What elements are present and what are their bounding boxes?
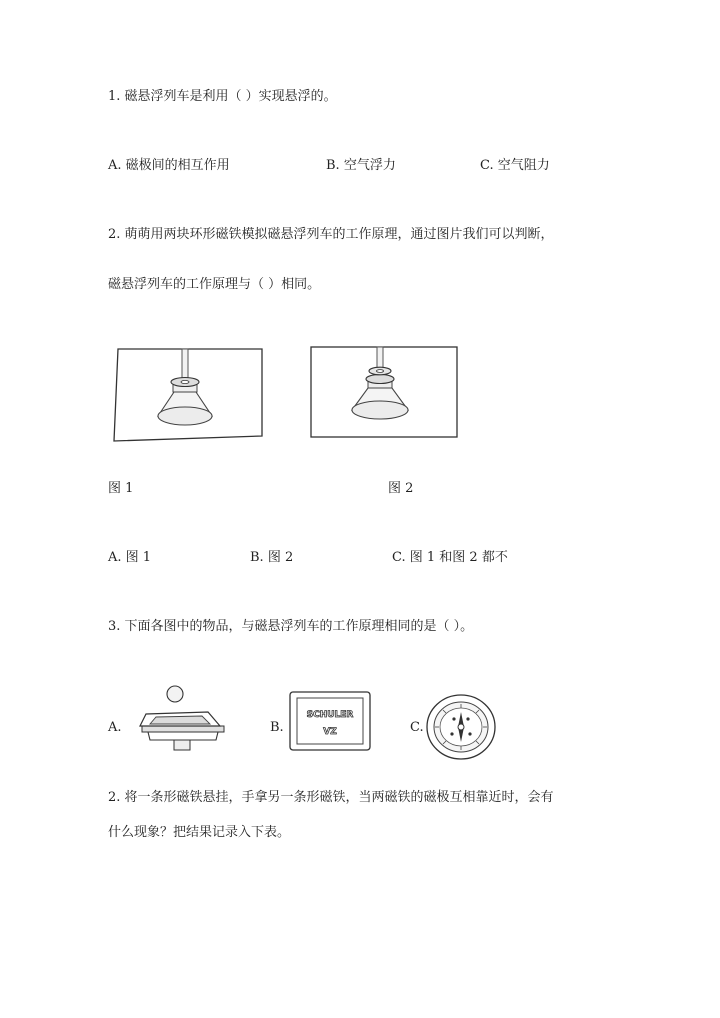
maglev-toy-image bbox=[138, 684, 234, 756]
figure-1-image bbox=[110, 346, 266, 444]
question-4-stem-line-2: 什么现象？把结果记录入下表。 bbox=[108, 825, 291, 840]
sign-text-line-2: VZ bbox=[323, 727, 337, 737]
question-1-option-c: C. 空气阻力 bbox=[480, 158, 550, 173]
question-3-option-b-label: B. bbox=[270, 720, 284, 735]
figure-2-image bbox=[308, 344, 460, 442]
question-2-stem-line-2: 磁悬浮列车的工作原理与（ ）相同。 bbox=[108, 277, 321, 292]
question-3-option-a-label: A. bbox=[108, 720, 122, 735]
question-1-option-a: A. 磁极间的相互作用 bbox=[108, 158, 230, 173]
figure-1-label: 图 1 bbox=[108, 481, 134, 496]
question-2-option-c: C. 图 1 和图 2 都不 bbox=[392, 550, 508, 565]
question-2-option-a: A. 图 1 bbox=[108, 550, 152, 565]
question-3-stem: 3. 下面各图中的物品，与磁悬浮列车的工作原理相同的是（ ）。 bbox=[108, 619, 474, 634]
question-1-option-b: B. 空气浮力 bbox=[326, 158, 396, 173]
question-4-stem-line-1: 2. 将一条形磁铁悬挂，手拿另一条形磁铁，当两磁铁的磁极互相靠近时，会有 bbox=[108, 790, 554, 805]
magnetic-board-image bbox=[288, 690, 372, 754]
compass-image bbox=[424, 692, 498, 762]
question-1-stem: 1. 磁悬浮列车是利用（ ）实现悬浮的。 bbox=[108, 89, 337, 104]
question-2-stem-line-1: 2. 萌萌用两块环形磁铁模拟磁悬浮列车的工作原理，通过图片我们可以判断， bbox=[108, 227, 554, 242]
sign-text-line-1: SCHULER bbox=[306, 710, 354, 720]
question-3-option-c-label: C. bbox=[410, 720, 424, 735]
figure-2-label: 图 2 bbox=[388, 481, 414, 496]
question-2-option-b: B. 图 2 bbox=[250, 550, 294, 565]
